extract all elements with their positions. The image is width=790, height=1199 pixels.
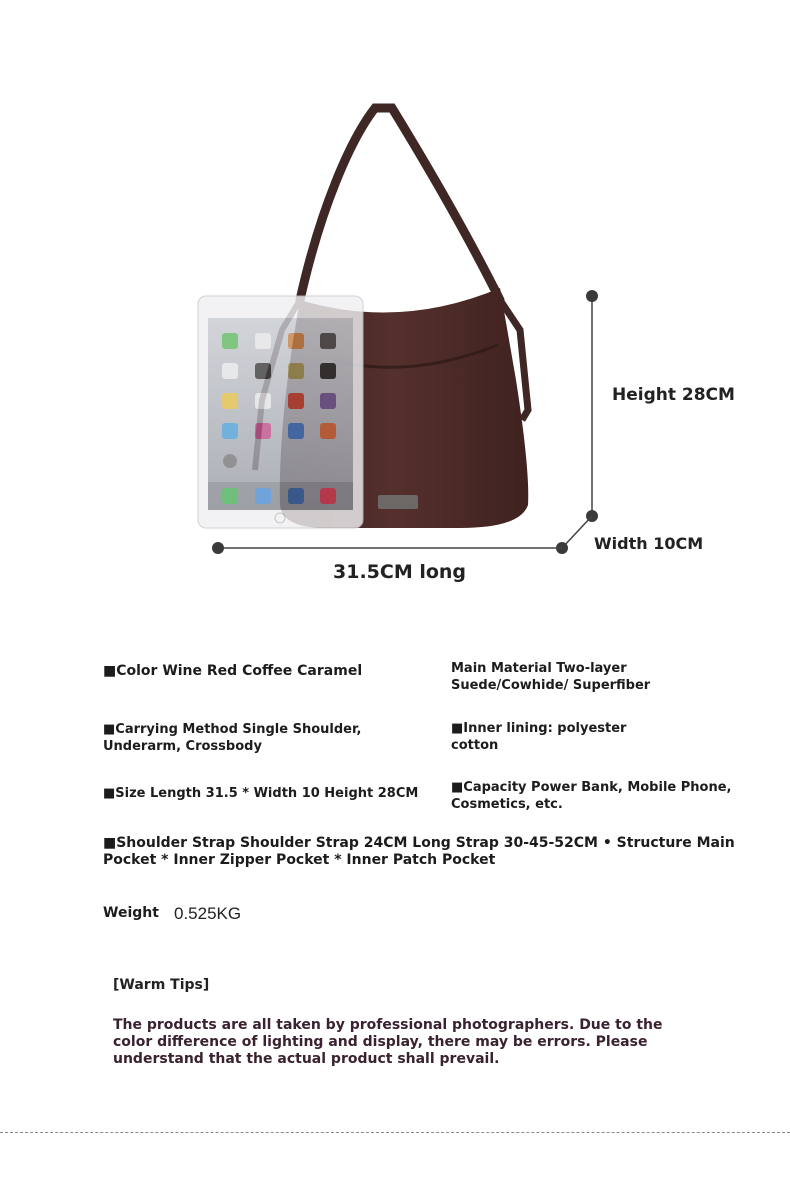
width-label: Width 10CM	[594, 534, 704, 553]
spec-carrying-method: ■Carrying Method Single Shoulder, Underarm, Crossbody	[103, 722, 362, 754]
length-dimension-line	[212, 542, 562, 554]
height-dimension-line	[586, 290, 598, 522]
spec-weight-label: Weight	[103, 905, 159, 921]
spec-color: ■Color Wine Red Coffee Caramel	[103, 663, 363, 679]
spec-inner-lining: ■Inner lining: polyester cotton	[451, 721, 627, 753]
spec-strap-structure: ■Shoulder Strap Shoulder Strap 24CM Long Strap 30-45-52CM • Structure Main Pocket * Inner Zipper Pocket * Inner Patch Pocket	[103, 835, 735, 868]
spec-weight-value: 0.525KG	[174, 904, 242, 923]
spec-main-material: Main Material Two-layer Suede/Cowhide/ Superfiber	[451, 661, 651, 693]
spec-size: ■Size Length 31.5 * Width 10 Height 28CM	[103, 786, 419, 801]
length-label: 31.5CM long	[333, 561, 467, 583]
height-label: Height 28CM	[612, 385, 735, 405]
spec-capacity: ■Capacity Power Bank, Mobile Phone, Cosmetics, etc.	[451, 780, 732, 812]
tablet-size-reference	[198, 296, 363, 528]
warm-tips-title: [Warm Tips]	[113, 977, 210, 993]
dashed-divider	[0, 1132, 790, 1133]
warm-tips-body: The products are all taken by professional photographers. Due to the color difference of lighting and display, there may be errors. Please understand that the actual product shall prevail.	[113, 1017, 663, 1067]
